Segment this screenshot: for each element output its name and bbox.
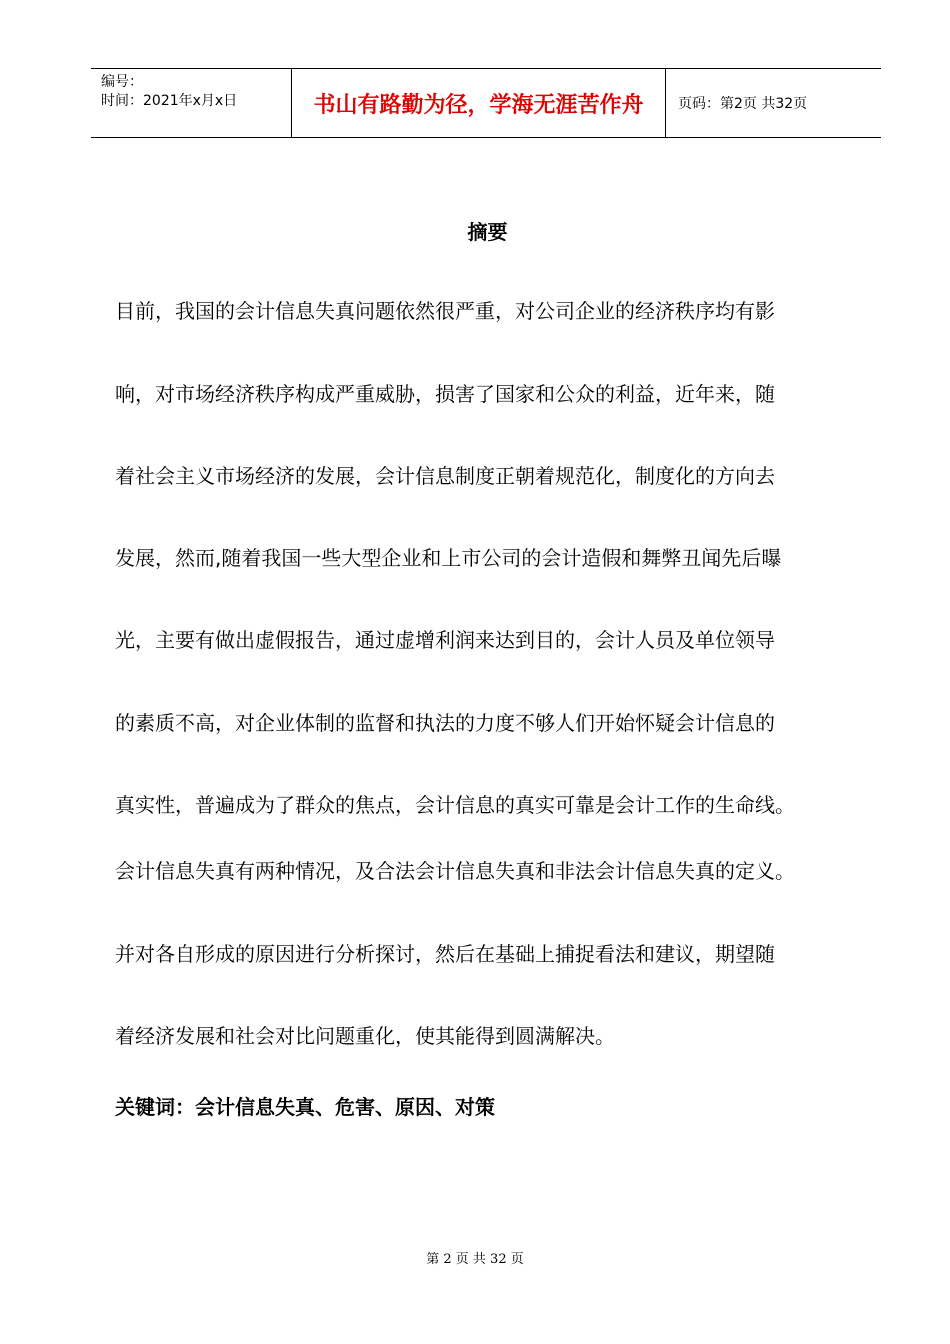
- paragraph-line-5: 光，主要有做出虚假报告，通过虚增利润来达到目的，会计人员及单位领导: [115, 628, 775, 652]
- paragraph-line-8: 会计信息失真有两种情况，及合法会计信息失真和非法会计信息失真的定义。: [115, 859, 795, 883]
- abstract-title: 摘要: [467, 220, 508, 244]
- paragraph-line-1: 目前，我国的会计信息失真问题依然很严重，对公司企业的经济秩序均有影: [115, 299, 775, 323]
- paragraph-line-10: 着经济发展和社会对比问题重化，使其能得到圆满解决。: [115, 1024, 615, 1048]
- number-label: 编号：: [101, 74, 143, 90]
- header-page-info: 页码：第2页 共32页: [678, 96, 808, 112]
- header-motto: 书山有路勤为径，学海无涯苦作舟: [292, 69, 666, 137]
- paragraph-line-2: 响，对市场经济秩序构成严重威胁，损害了国家和公众的利益，近年来，随: [115, 382, 775, 406]
- page-footer: 第 2 页 共 32 页: [426, 1252, 524, 1267]
- paragraph-line-4: 发展，然而,随着我国一些大型企业和上市公司的会计造假和舞弊丑闻先后曝: [115, 546, 782, 570]
- paragraph-line-9: 并对各自形成的原因进行分析探讨，然后在基础上捕捉看法和建议，期望随: [115, 942, 775, 966]
- paragraph-line-6: 的素质不高，对企业体制的监督和执法的力度不够人们开始怀疑会计信息的: [115, 711, 775, 735]
- paragraph-line-3: 着社会主义市场经济的发展，会计信息制度正朝着规范化，制度化的方向去: [115, 464, 775, 488]
- keywords: 关键词：会计信息失真、危害、原因、对策: [115, 1095, 495, 1119]
- header-meta: [91, 69, 292, 137]
- page-header: [91, 68, 881, 138]
- paragraph-line-7: 真实性，普遍成为了群众的焦点，会计信息的真实可靠是会计工作的生命线。: [115, 793, 795, 817]
- time-label: 时间：2021年x月x日: [101, 93, 238, 109]
